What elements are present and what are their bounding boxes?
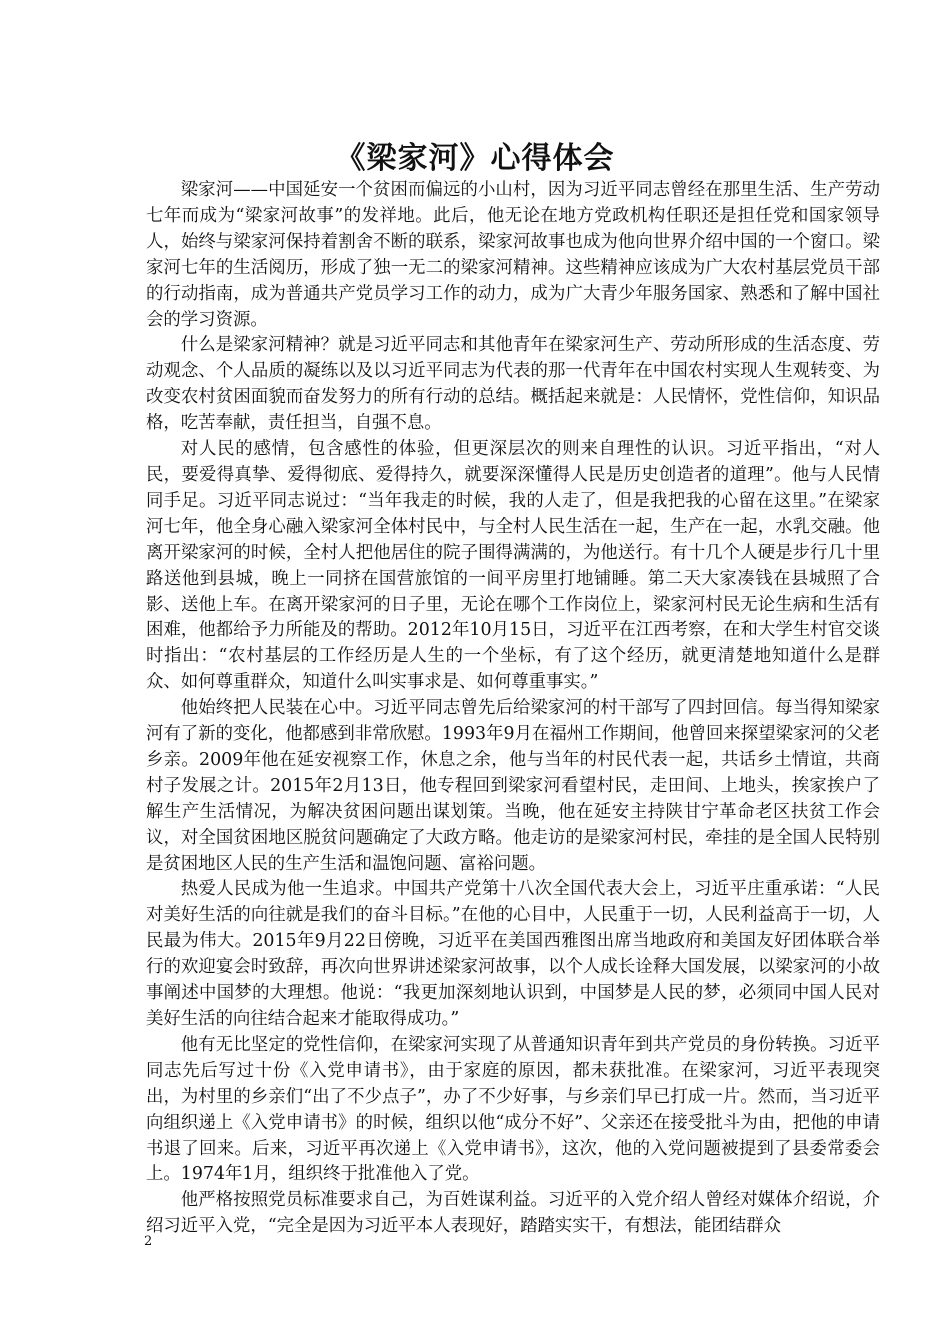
paragraph: 梁家河——中国延安一个贫困而偏远的小山村，因为习近平同志曾经在那里生活、生产劳动七年而成为“梁家河故事”的发祥地。此后，他无论在地方党政机构任职还是担任党和国家领导人，始终与梁家河保持着割舍不断的联系，梁家河故事也成为他向世界介绍中国的一个窗口。梁家河七年的生活阅历，形成了独一无二的梁家河精神。这些精神应该成为广大农村基层党员干部的行动指南，成为普通共产党员学习工作的动力，成为广大青少年服务国家、熟悉和了解中国社会的学习资源。 — [146, 180, 880, 330]
document-title: 《梁家河》心得体会 — [335, 141, 615, 176]
paragraph: 他始终把人民装在心中。习近平同志曾先后给梁家河的村干部写了四封回信。每当得知梁家河有了新的变化，他都感到非常欣慰。1993年9月在福州工作期间，他曾回来探望梁家河的父老乡亲。2009年他在延安视察工作，休息之余，他与当年的村民代表一起，共话乡土情谊，共商村子发展之计。2015年2月13日，他专程回到梁家河看望村民，走田间、上地头，挨家挨户了解生产生活情况，为解决贫困问题出谋划策。当晚，他在延安主持陕甘宁革命老区扶贫工作会议，对全国贫困地区脱贫问题确定了大政方略。他走访的是梁家河村民，牵挂的是全国人民特别是贫困地区人民的生产生活和温饱问题、富裕问题。 — [146, 698, 880, 874]
paragraph: 他严格按照党员标准要求自己，为百姓谋利益。习近平的入党介绍人曾经对媒体介绍说，介绍习近平入党，“完全是因为习近平本人表现好，踏踏实实干，有想法，能团结群众 — [146, 1190, 880, 1237]
paragraph: 对人民的感情，包含感性的体验，但更深层次的则来自理性的认识。习近平指出，“对人民，要爱得真挚、爱得彻底、爱得持久，就要深深懂得人民是历史创造者的道理”。他与人民情同手足。习近平同志说过：“当年我走的时候，我的人走了，但是我把我的心留在这里。”在梁家河七年，他全身心融入梁家河全体村民中，与全村人民生活在一起，生产在一起，水乳交融。他离开梁家河的时候，全村人把他居住的院子围得满满的，为他送行。有十几个人硬是步行几十里路送他到县城，晚上一同挤在国营旅馆的一间平房里打地铺睡。第二天大家凑钱在县城照了合影、送他上车。在离开梁家河的日子里，无论在哪个工作岗位上，梁家河村民无论生病和生活有困难，他都给予力所能及的帮助。2012年10月15日，习近平在江西考察，在和大学生村官交谈时指出：“农村基层的工作经历是人生的一个坐标，有了这个经历，就更清楚地知道什么是群众、如何尊重群众，知道什么叫实事求是、如何尊重事实。” — [146, 439, 880, 693]
document-body — [146, 178, 880, 1240]
paragraph: 热爱人民成为他一生追求。中国共产党第十八次全国代表大会上，习近平庄重承诺：“人民对美好生活的向往就是我们的奋斗目标。”在他的心目中，人民重于一切，人民利益高于一切，人民最为伟大。2015年9月22日傍晚，习近平在美国西雅图出席当地政府和美国友好团体联合举行的欢迎宴会时致辞，再次向世界讲述梁家河故事，以个人成长诠释大国发展，以梁家河的小故事阐述中国梦的大理想。他说：“我更加深刻地认识到，中国梦是人民的梦，必须同中国人民对美好生活的向往结合起来才能取得成功。” — [146, 879, 880, 1029]
paragraph: 什么是梁家河精神？就是习近平同志和其他青年在梁家河生产、劳动所形成的生活态度、劳动观念、个人品质的凝练以及以习近平同志为代表的那一代青年在中国农村实现人生观转变、为改变农村贫困面貌而奋发努力的所有行动的总结。概括起来就是：人民情怀，党性信仰，知识品格，吃苦奉献，责任担当，自强不息。 — [146, 335, 880, 434]
page-number: 2 — [144, 1234, 153, 1249]
paragraph: 他有无比坚定的党性信仰，在梁家河实现了从普通知识青年到共产党员的身份转换。习近平同志先后写过十份《入党申请书》，由于家庭的原因，都未获批准。在梁家河，习近平表现突出，为村里的乡亲们“出了不少点子”，办了不少好事，与乡亲们早已打成一片。然而，当习近平向组织递上《入党申请书》的时候，组织以他“成分不好”、父亲还在接受批斗为由，把他的申请书退了回来。后来，习近平再次递上《入党申请书》，这次，他的入党问题被提到了县委常委会上。1974年1月，组织终于批准他入了党。 — [146, 1034, 880, 1185]
